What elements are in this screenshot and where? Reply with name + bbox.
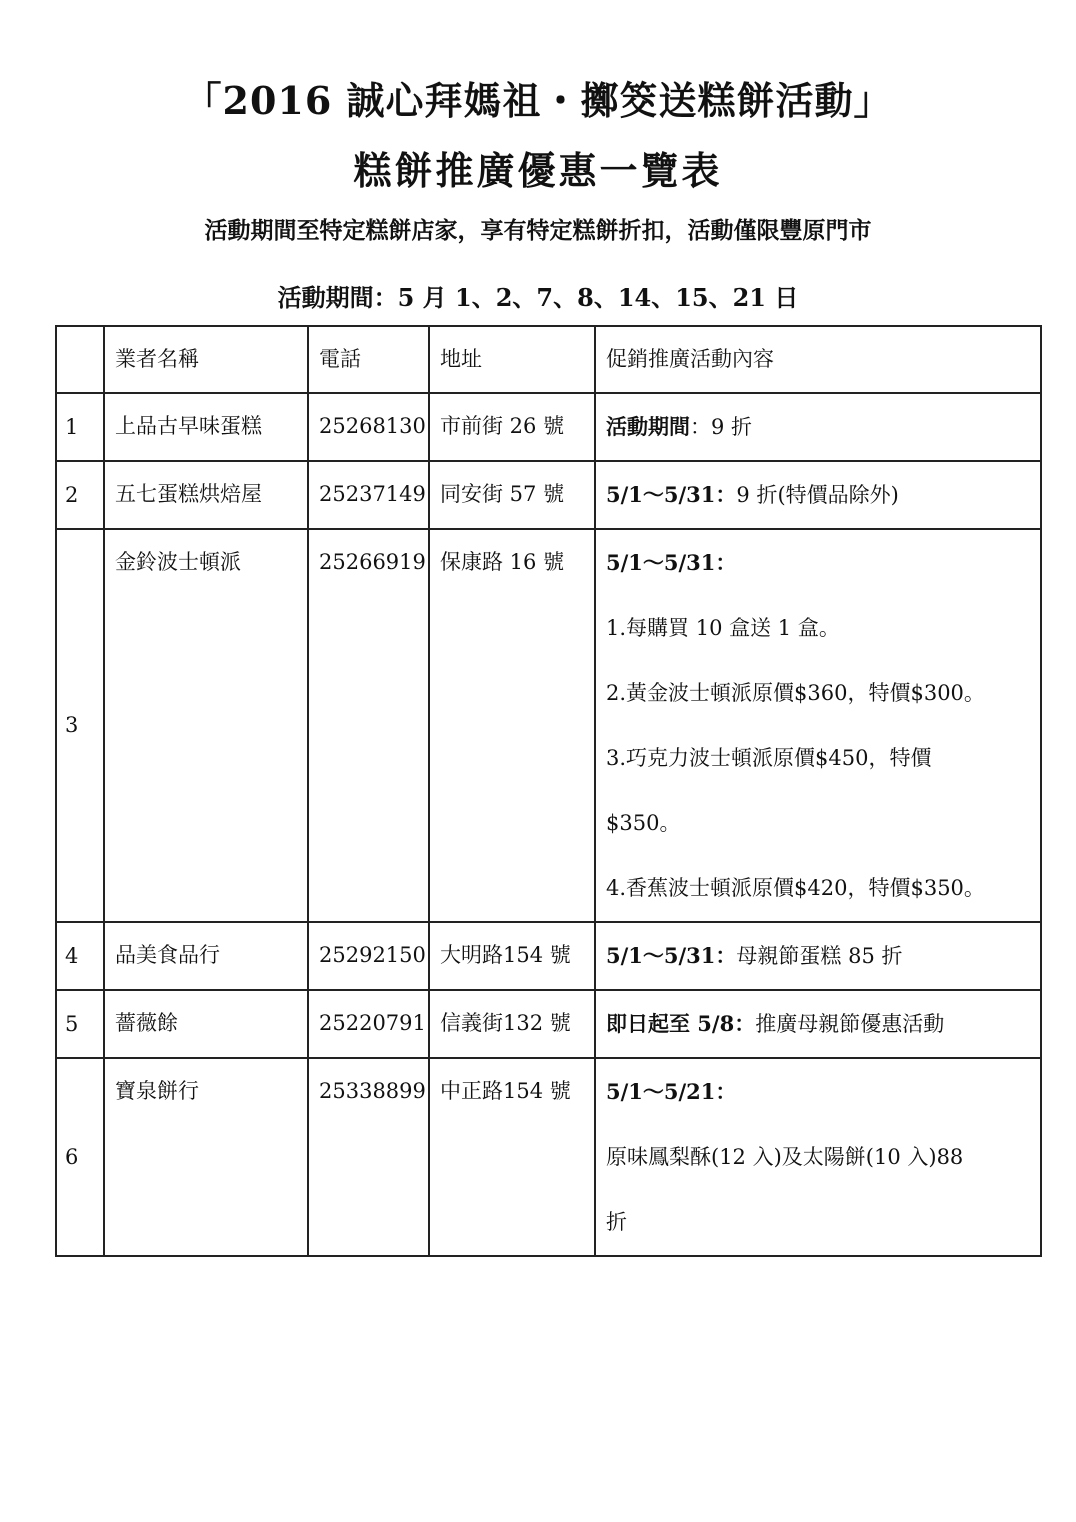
promotion-content bbox=[595, 529, 1041, 922]
row-number: 1 bbox=[56, 393, 104, 461]
row-number: 3 bbox=[56, 529, 104, 922]
promotion-summary: 9 折(特價品除外) bbox=[736, 483, 899, 507]
vendor-name: 上品古早味蛋糕 bbox=[104, 393, 308, 461]
promotion-lead-line bbox=[606, 462, 1040, 528]
promotion-lead-line bbox=[606, 1059, 1040, 1125]
header-cell-phone: 電話 bbox=[308, 326, 429, 393]
vendor-name: 薔薇餘 bbox=[104, 990, 308, 1058]
promotion-detail-line: $350。 bbox=[606, 811, 681, 835]
header-cell-name: 業者名稱 bbox=[104, 326, 308, 393]
vendor-phone: 25220791 bbox=[308, 990, 429, 1058]
promotion-period: 5/1～5/31： bbox=[606, 943, 737, 968]
promotion-lead-line bbox=[606, 991, 1040, 1057]
promotion-detail-line: 4.香蕉波士頓派原價$420，特價$350。 bbox=[606, 876, 985, 900]
promotion-detail-line: 2.黃金波士頓派原價$360，特價$300。 bbox=[606, 681, 985, 705]
vendor-phone: 25338899 bbox=[308, 1058, 429, 1256]
vendor-address: 保康路 16 號 bbox=[429, 529, 595, 922]
header-cell-content: 促銷推廣活動內容 bbox=[595, 326, 1041, 393]
row-number: 6 bbox=[56, 1058, 104, 1256]
vendor-phone: 25237149 bbox=[308, 461, 429, 529]
promotion-summary: ：9 折 bbox=[690, 415, 753, 439]
header-cell-address: 地址 bbox=[429, 326, 595, 393]
vendor-address: 大明路154 號 bbox=[429, 922, 595, 990]
vendor-phone: 25268130 bbox=[308, 393, 429, 461]
promotion-table bbox=[55, 325, 1042, 1257]
row-number: 2 bbox=[56, 461, 104, 529]
vendor-name: 五七蛋糕烘焙屋 bbox=[104, 461, 308, 529]
table-row bbox=[56, 922, 1041, 990]
promotion-content bbox=[595, 461, 1041, 529]
table-row bbox=[56, 529, 1041, 922]
promotion-lead-line bbox=[606, 394, 1040, 460]
vendor-address: 信義街132 號 bbox=[429, 990, 595, 1058]
vendor-address: 同安街 57 號 bbox=[429, 461, 595, 529]
promotion-summary: 母親節蛋糕 85 折 bbox=[736, 944, 903, 968]
vendor-name: 寶泉餅行 bbox=[104, 1058, 308, 1256]
vendor-address: 中正路154 號 bbox=[429, 1058, 595, 1256]
promotion-content bbox=[595, 922, 1041, 990]
event-description: 活動期間至特定糕餅店家，享有特定糕餅折扣，活動僅限豐原門市 bbox=[204, 217, 872, 244]
table-row bbox=[56, 990, 1041, 1058]
promotion-summary: 推廣母親節優惠活動 bbox=[755, 1012, 945, 1036]
promotion-period: 5/1～5/21： bbox=[606, 1079, 737, 1104]
promotion-content bbox=[595, 990, 1041, 1058]
page-title: 「2016 誠心拜媽祖・擲筊送糕餅活動」 bbox=[183, 78, 893, 123]
table-header-row bbox=[56, 326, 1041, 393]
table-row bbox=[56, 461, 1041, 529]
promotion-content bbox=[595, 1058, 1041, 1256]
promotion-period: 5/1～5/31： bbox=[606, 550, 737, 575]
row-number: 5 bbox=[56, 990, 104, 1058]
promotion-period: 即日起至 5/8： bbox=[606, 1011, 756, 1036]
vendor-phone: 25266919 bbox=[308, 529, 429, 922]
page-subtitle-heading: 糕餅推廣優惠一覽表 bbox=[353, 148, 723, 193]
promotion-period: 5/1～5/31： bbox=[606, 482, 737, 507]
promotion-detail-line: 原味鳳梨酥(12 入)及太陽餅(10 入)88 bbox=[606, 1145, 964, 1169]
header-cell-index bbox=[56, 326, 104, 393]
promotion-lead-line bbox=[606, 923, 1040, 989]
promotion-period: 活動期間 bbox=[606, 414, 690, 439]
table-row bbox=[56, 393, 1041, 461]
promotion-detail-line: 折 bbox=[606, 1210, 627, 1234]
row-number: 4 bbox=[56, 922, 104, 990]
promotion-lead-line bbox=[606, 530, 1040, 596]
promotion-content bbox=[595, 393, 1041, 461]
vendor-phone: 25292150 bbox=[308, 922, 429, 990]
vendor-address: 市前街 26 號 bbox=[429, 393, 595, 461]
promotion-detail-line: 3.巧克力波士頓派原價$450，特價 bbox=[606, 746, 932, 770]
event-period: 活動期間：5 月 1、2、7、8、14、15、21 日 bbox=[277, 283, 799, 312]
vendor-name: 金鈴波士頓派 bbox=[104, 529, 308, 922]
promotion-detail-line: 1.每購買 10 盒送 1 盒。 bbox=[606, 616, 840, 640]
table-row bbox=[56, 1058, 1041, 1256]
vendor-name: 品美食品行 bbox=[104, 922, 308, 990]
